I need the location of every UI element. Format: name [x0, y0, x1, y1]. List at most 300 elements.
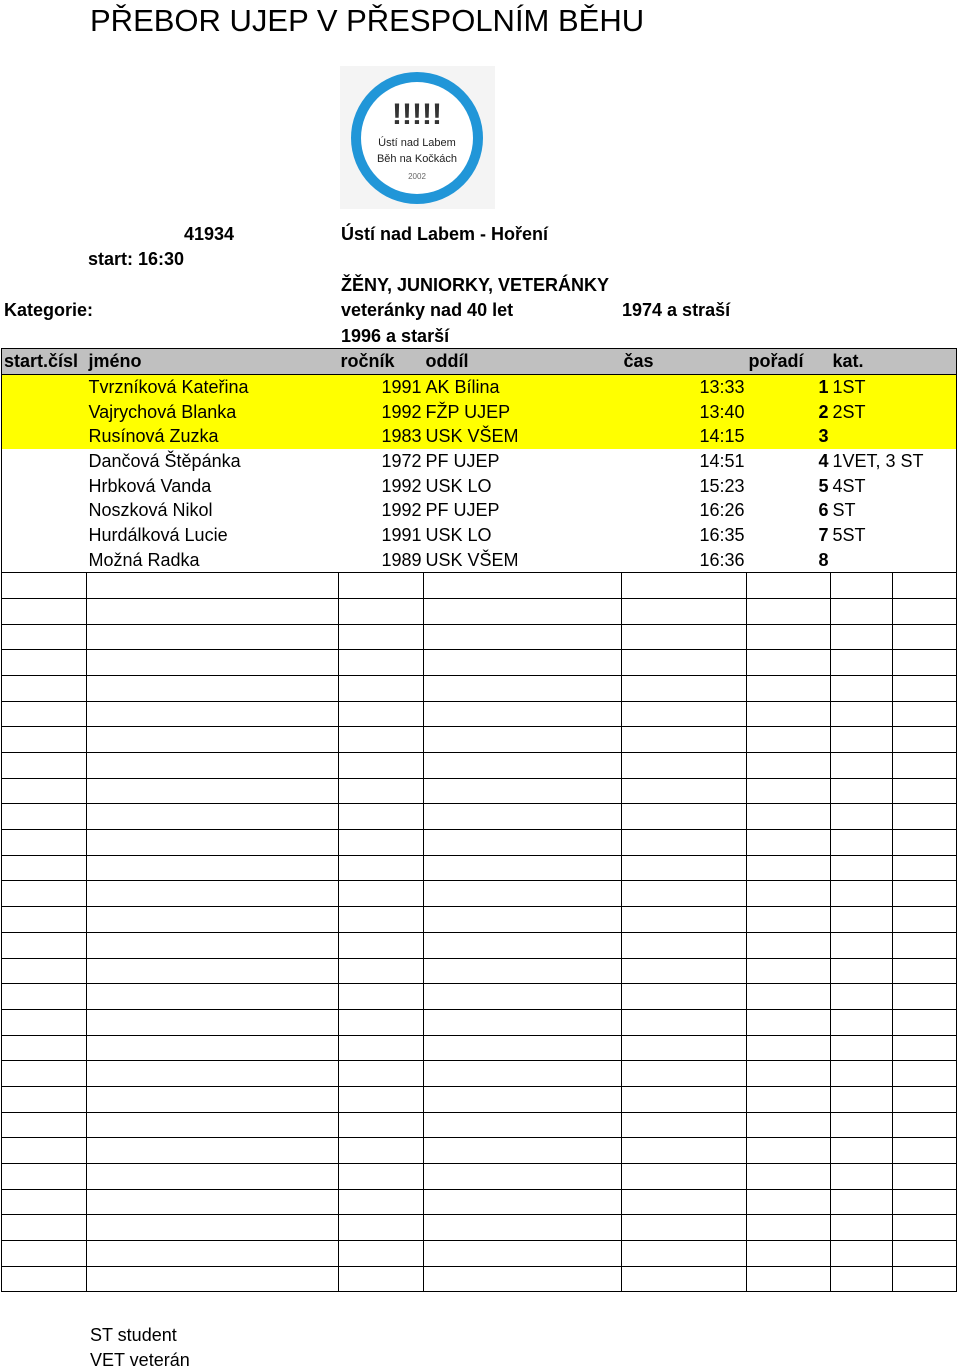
club-cell: USK VŠEM: [425, 549, 519, 570]
results-body: [2, 374, 957, 1292]
empty-cell: [2, 1164, 87, 1190]
empty-cell: [87, 1035, 339, 1061]
empty-cell: [339, 958, 424, 984]
time-cell: 16:26: [699, 500, 745, 521]
name-cell: Vajrychová Blanka: [87, 399, 339, 424]
name-cell: Dančová Štěpánka: [88, 451, 241, 472]
empty-cell: [87, 778, 339, 804]
legend-vet: VET veterán: [90, 1350, 190, 1370]
empty-cell: [339, 573, 424, 599]
empty-row: [2, 1215, 957, 1241]
empty-cell: [831, 727, 893, 753]
empty-cell: [87, 1112, 339, 1138]
table-row: [2, 498, 957, 523]
empty-cell: [893, 753, 957, 779]
club-cell: PF UJEP: [425, 451, 500, 472]
empty-cell: [831, 1138, 893, 1164]
empty-cell: [424, 958, 622, 984]
empty-cell: [893, 804, 957, 830]
empty-cell: [339, 1215, 424, 1241]
empty-cell: [831, 855, 893, 881]
header-time: čas: [622, 349, 747, 375]
empty-cell: [339, 675, 424, 701]
empty-cell: [622, 1035, 747, 1061]
empty-cell: [831, 958, 893, 984]
spacer-cell: [893, 498, 957, 523]
empty-cell: [622, 1086, 747, 1112]
empty-cell: [424, 932, 622, 958]
empty-cell: [831, 1164, 893, 1190]
empty-cell: [424, 1035, 622, 1061]
empty-cell: [424, 1215, 622, 1241]
empty-cell: [339, 598, 424, 624]
empty-row: [2, 1061, 957, 1087]
category-cell: ST: [832, 500, 856, 521]
category-cell: 5ST: [832, 525, 866, 546]
name-cell: Hurdálková Lucie: [88, 525, 228, 546]
empty-cell: [339, 881, 424, 907]
empty-cell: [893, 573, 957, 599]
empty-cell: [2, 727, 87, 753]
spacer-cell: [893, 399, 957, 424]
start-number-cell: [2, 424, 87, 449]
empty-cell: [87, 1164, 339, 1190]
empty-cell: [424, 984, 622, 1010]
empty-cell: [339, 727, 424, 753]
empty-cell: [87, 650, 339, 676]
empty-cell: [831, 984, 893, 1010]
empty-cell: [893, 1164, 957, 1190]
club-cell: PF UJEP: [425, 500, 500, 521]
year-cell: 1989: [381, 549, 422, 570]
empty-cell: [747, 855, 831, 881]
empty-cell: [424, 650, 622, 676]
empty-row: [2, 1086, 957, 1112]
year-cell: 1992: [339, 399, 424, 424]
empty-cell: [747, 675, 831, 701]
table-header-row: [2, 349, 957, 375]
empty-cell: [87, 1266, 339, 1292]
empty-cell: [2, 675, 87, 701]
empty-cell: [747, 1086, 831, 1112]
empty-cell: [893, 881, 957, 907]
empty-cell: [622, 958, 747, 984]
empty-cell: [893, 958, 957, 984]
empty-cell: [893, 984, 957, 1010]
time-cell: 16:35: [699, 525, 745, 546]
empty-cell: [2, 984, 87, 1010]
empty-cell: [424, 778, 622, 804]
empty-cell: [893, 1112, 957, 1138]
empty-cell: [831, 1241, 893, 1267]
empty-cell: [424, 1164, 622, 1190]
empty-cell: [424, 1086, 622, 1112]
header-club: oddíl: [424, 349, 622, 375]
empty-cell: [339, 804, 424, 830]
header-rank: pořadí: [747, 349, 831, 375]
legend-st: ST student: [90, 1325, 177, 1345]
empty-cell: [87, 830, 339, 856]
club-cell: AK Bílina: [424, 374, 622, 399]
empty-cell: [831, 932, 893, 958]
rank-cell: 5: [818, 475, 829, 496]
empty-cell: [622, 778, 747, 804]
empty-cell: [424, 907, 622, 933]
empty-cell: [424, 1138, 622, 1164]
empty-cell: [747, 932, 831, 958]
spacer-cell: [893, 374, 957, 399]
empty-cell: [87, 804, 339, 830]
empty-cell: [424, 727, 622, 753]
empty-cell: [87, 881, 339, 907]
empty-cell: [747, 753, 831, 779]
table-row: [2, 374, 957, 399]
empty-cell: [893, 907, 957, 933]
table-row: [2, 548, 957, 573]
club-cell: USK VŠEM: [424, 424, 622, 449]
empty-cell: [893, 1189, 957, 1215]
event-place: Ústí nad Labem - Hoření: [341, 224, 549, 244]
empty-cell: [893, 778, 957, 804]
rank-cell: 1: [747, 374, 831, 399]
category-cell: 1ST: [831, 374, 893, 399]
empty-row: [2, 855, 957, 881]
time-cell: 14:15: [622, 424, 747, 449]
empty-cell: [87, 932, 339, 958]
empty-cell: [831, 1086, 893, 1112]
empty-row: [2, 984, 957, 1010]
empty-cell: [87, 1189, 339, 1215]
empty-row: [2, 624, 957, 650]
empty-cell: [622, 1061, 747, 1087]
table-row: [2, 449, 957, 474]
empty-cell: [747, 1241, 831, 1267]
empty-cell: [893, 1035, 957, 1061]
empty-row: [2, 573, 957, 599]
empty-cell: [831, 650, 893, 676]
rank-cell: 2: [747, 399, 831, 424]
empty-cell: [747, 1138, 831, 1164]
empty-cell: [87, 958, 339, 984]
year-cell: 1972: [381, 451, 422, 472]
empty-cell: [424, 1266, 622, 1292]
empty-cell: [622, 1241, 747, 1267]
name-cell: Tvrzníková Kateřina: [87, 374, 339, 399]
empty-cell: [87, 984, 339, 1010]
empty-row: [2, 778, 957, 804]
empty-cell: [424, 855, 622, 881]
empty-cell: [622, 830, 747, 856]
empty-row: [2, 1164, 957, 1190]
category-cell: [831, 424, 893, 449]
empty-cell: [747, 830, 831, 856]
empty-row: [2, 650, 957, 676]
empty-cell: [831, 881, 893, 907]
empty-cell: [87, 1138, 339, 1164]
empty-cell: [893, 1086, 957, 1112]
year-cell: 1992: [381, 475, 422, 496]
empty-cell: [747, 701, 831, 727]
empty-cell: [339, 1112, 424, 1138]
empty-cell: [622, 624, 747, 650]
results-table: [1, 348, 957, 1292]
time-cell: 14:51: [699, 451, 745, 472]
spacer-cell: [893, 424, 957, 449]
empty-cell: [2, 1241, 87, 1267]
table-row: [2, 523, 957, 548]
empty-cell: [87, 1241, 339, 1267]
empty-cell: [87, 1086, 339, 1112]
empty-cell: [831, 624, 893, 650]
rank-cell: 7: [818, 525, 829, 546]
empty-cell: [2, 701, 87, 727]
empty-cell: [831, 804, 893, 830]
empty-cell: [622, 1215, 747, 1241]
empty-cell: [2, 804, 87, 830]
empty-cell: [2, 830, 87, 856]
empty-cell: [339, 830, 424, 856]
spacer-cell: [893, 523, 957, 548]
empty-cell: [747, 1061, 831, 1087]
empty-cell: [2, 907, 87, 933]
empty-cell: [747, 1266, 831, 1292]
empty-cell: [622, 727, 747, 753]
empty-cell: [339, 753, 424, 779]
empty-cell: [339, 1266, 424, 1292]
empty-cell: [893, 727, 957, 753]
veteran-year: 1974 a straší: [622, 300, 731, 320]
empty-cell: [622, 1266, 747, 1292]
empty-cell: [87, 907, 339, 933]
rank-cell: 3: [747, 424, 831, 449]
time-cell: 13:33: [622, 374, 747, 399]
empty-cell: [622, 1009, 747, 1035]
empty-cell: [339, 624, 424, 650]
empty-cell: [622, 881, 747, 907]
empty-cell: [893, 830, 957, 856]
empty-cell: [893, 1009, 957, 1035]
empty-cell: [747, 1035, 831, 1061]
header-category: kat.: [831, 349, 893, 375]
empty-cell: [893, 1241, 957, 1267]
empty-cell: [622, 1112, 747, 1138]
empty-cell: [339, 1035, 424, 1061]
name-cell: Rusínová Zuzka: [87, 424, 339, 449]
empty-cell: [747, 598, 831, 624]
empty-cell: [87, 573, 339, 599]
empty-cell: [87, 675, 339, 701]
empty-cell: [831, 1009, 893, 1035]
header-spacer: [893, 349, 957, 375]
empty-row: [2, 907, 957, 933]
empty-cell: [747, 804, 831, 830]
empty-cell: [747, 1009, 831, 1035]
empty-cell: [893, 624, 957, 650]
svg-text:Běh na Kočkách: Běh na Kočkách: [376, 153, 458, 165]
empty-cell: [747, 650, 831, 676]
empty-cell: [87, 701, 339, 727]
year-cell: 1983: [339, 424, 424, 449]
empty-cell: [424, 624, 622, 650]
time-cell: 16:36: [699, 549, 745, 570]
event-logo: [340, 66, 495, 209]
empty-cell: [831, 1266, 893, 1292]
name-cell: Noszková Nikol: [88, 500, 213, 521]
rank-cell: 4: [818, 451, 829, 472]
empty-cell: [747, 778, 831, 804]
empty-cell: [622, 1138, 747, 1164]
empty-cell: [747, 624, 831, 650]
veteran-description: veteránky nad 40 let: [341, 300, 514, 320]
header-name: jméno: [87, 349, 339, 375]
year-cell: 1991: [339, 374, 424, 399]
empty-row: [2, 804, 957, 830]
svg-text:2002: 2002: [408, 172, 426, 181]
empty-cell: [622, 932, 747, 958]
club-cell: USK LO: [425, 525, 492, 546]
empty-cell: [622, 804, 747, 830]
empty-cell: [747, 1215, 831, 1241]
empty-cell: [2, 932, 87, 958]
empty-cell: [2, 1009, 87, 1035]
empty-cell: [893, 932, 957, 958]
empty-cell: [87, 753, 339, 779]
start-number-cell: [2, 498, 87, 523]
empty-cell: [2, 598, 87, 624]
empty-cell: [831, 573, 893, 599]
empty-cell: [2, 958, 87, 984]
year-cell: 1991: [381, 525, 422, 546]
empty-row: [2, 881, 957, 907]
empty-cell: [831, 1035, 893, 1061]
club-cell: FŽP UJEP: [424, 399, 622, 424]
empty-cell: [622, 984, 747, 1010]
empty-cell: [831, 830, 893, 856]
empty-row: [2, 1009, 957, 1035]
empty-cell: [87, 624, 339, 650]
empty-cell: [747, 1164, 831, 1190]
junior-year: 1996 a starší: [341, 326, 450, 346]
empty-cell: [2, 1086, 87, 1112]
year-cell: 1992: [381, 500, 422, 521]
empty-cell: [339, 650, 424, 676]
empty-row: [2, 1138, 957, 1164]
empty-cell: [622, 675, 747, 701]
empty-cell: [747, 573, 831, 599]
page-title: PŘEBOR UJEP V PŘESPOLNÍM BĚHU: [90, 3, 645, 38]
empty-cell: [424, 830, 622, 856]
empty-cell: [339, 701, 424, 727]
empty-row: [2, 1241, 957, 1267]
empty-row: [2, 1112, 957, 1138]
empty-cell: [2, 1061, 87, 1087]
start-number-cell: [2, 523, 87, 548]
empty-cell: [424, 753, 622, 779]
category-cell: 4ST: [832, 475, 866, 496]
empty-cell: [424, 1112, 622, 1138]
empty-row: [2, 598, 957, 624]
rank-cell: 8: [818, 549, 829, 570]
empty-cell: [893, 855, 957, 881]
empty-row: [2, 958, 957, 984]
spacer-cell: [893, 473, 957, 498]
start-number-cell: [2, 449, 87, 474]
category-title: ŽĚNY, JUNIORKY, VETERÁNKY: [341, 275, 610, 295]
empty-cell: [622, 598, 747, 624]
header-year: ročník: [339, 349, 424, 375]
empty-cell: [339, 1009, 424, 1035]
empty-cell: [87, 855, 339, 881]
empty-cell: [747, 958, 831, 984]
empty-cell: [893, 1215, 957, 1241]
empty-row: [2, 675, 957, 701]
empty-cell: [2, 1215, 87, 1241]
empty-cell: [831, 778, 893, 804]
table-row: [2, 424, 957, 449]
empty-cell: [2, 1266, 87, 1292]
event-code: 41934: [184, 224, 235, 244]
empty-cell: [747, 907, 831, 933]
empty-cell: [339, 778, 424, 804]
category-label: Kategorie:: [4, 300, 94, 320]
start-number-cell: [2, 399, 87, 424]
empty-cell: [424, 701, 622, 727]
name-cell: Hrbková Vanda: [88, 475, 212, 496]
empty-cell: [339, 932, 424, 958]
empty-cell: [2, 573, 87, 599]
name-cell: Možná Radka: [88, 549, 200, 570]
empty-cell: [2, 1138, 87, 1164]
empty-cell: [2, 624, 87, 650]
empty-cell: [893, 1061, 957, 1087]
empty-cell: [87, 598, 339, 624]
empty-cell: [339, 855, 424, 881]
rank-cell: 6: [818, 500, 829, 521]
empty-cell: [424, 1009, 622, 1035]
empty-cell: [831, 753, 893, 779]
empty-cell: [339, 1164, 424, 1190]
empty-row: [2, 1035, 957, 1061]
empty-row: [2, 830, 957, 856]
empty-cell: [893, 1138, 957, 1164]
empty-cell: [622, 1189, 747, 1215]
empty-cell: [893, 1266, 957, 1292]
empty-cell: [424, 598, 622, 624]
empty-cell: [747, 1189, 831, 1215]
empty-cell: [339, 1061, 424, 1087]
empty-cell: [831, 675, 893, 701]
empty-row: [2, 701, 957, 727]
empty-cell: [831, 1061, 893, 1087]
empty-cell: [339, 1189, 424, 1215]
empty-cell: [339, 1086, 424, 1112]
start-number-cell: [2, 548, 87, 573]
empty-row: [2, 753, 957, 779]
empty-cell: [622, 650, 747, 676]
empty-cell: [2, 1189, 87, 1215]
empty-cell: [2, 881, 87, 907]
table-row: [2, 473, 957, 498]
empty-cell: [339, 1241, 424, 1267]
empty-cell: [87, 1061, 339, 1087]
empty-cell: [622, 701, 747, 727]
empty-cell: [831, 1189, 893, 1215]
empty-cell: [747, 984, 831, 1010]
empty-cell: [622, 907, 747, 933]
empty-cell: [87, 727, 339, 753]
empty-cell: [831, 1215, 893, 1241]
start-number-cell: [2, 473, 87, 498]
